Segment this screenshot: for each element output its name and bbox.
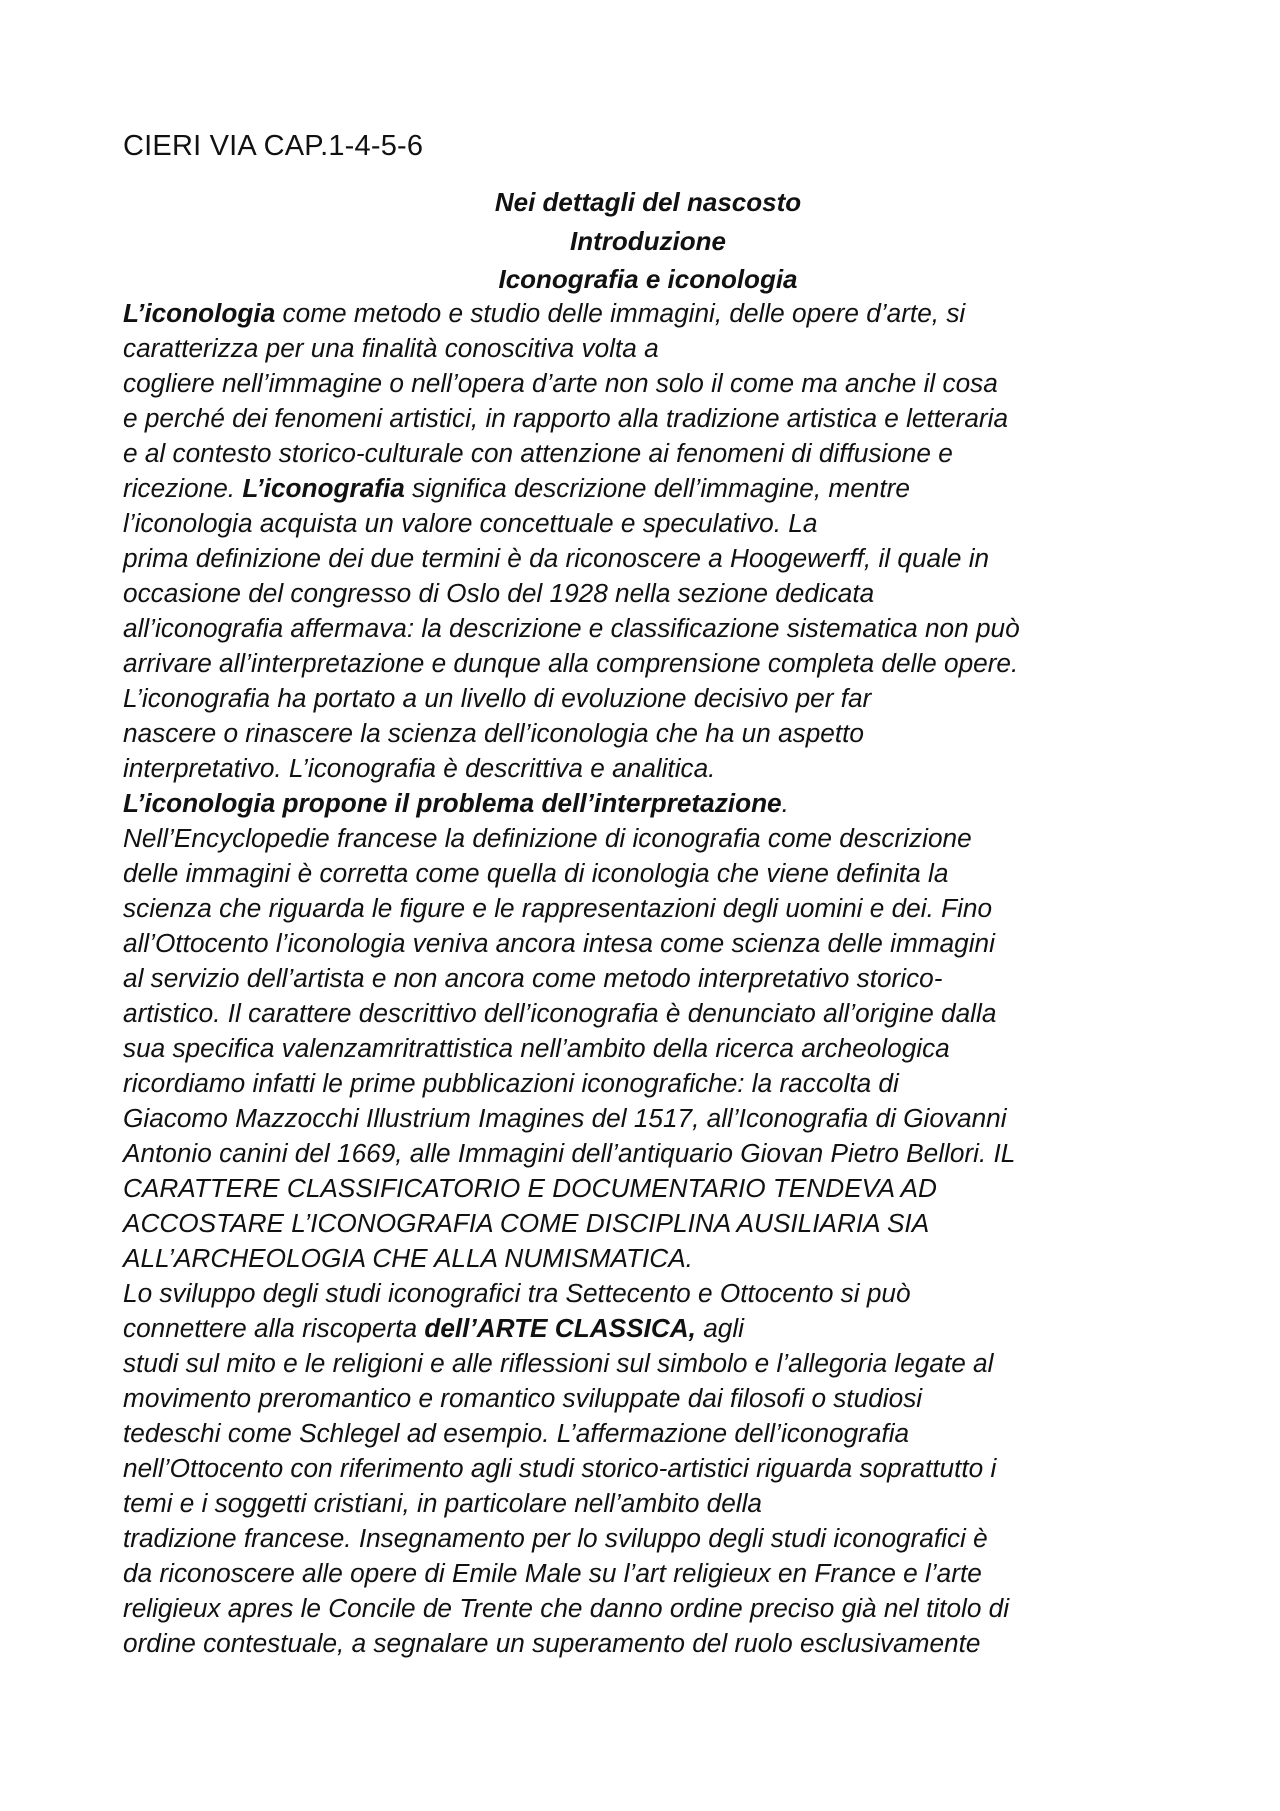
text-line — [123, 1556, 1173, 1591]
text-segment: interpretativo. L’iconografia è descrittiva e analitica. — [123, 753, 716, 783]
text-segment: ALL’ARCHEOLOGIA CHE ALLA NUMISMATICA. — [123, 1243, 693, 1273]
text-segment: connettere alla riscoperta — [123, 1313, 425, 1343]
bold-term: dell’ARTE CLASSICA, — [424, 1313, 696, 1343]
text-segment: ACCOSTARE L’ICONOGRAFIA COME DISCIPLINA AUSILIARIA SIA — [123, 1208, 930, 1238]
text-segment: agli — [695, 1313, 744, 1343]
text-line — [123, 1416, 1173, 1451]
text-segment: nell’Ottocento con riferimento agli studi storico-artistici riguarda soprattutto i — [123, 1453, 997, 1483]
text-segment: Antonio canini del 1669, alle Immagini dell’antiquario Giovan Pietro Bellori. IL — [123, 1138, 1016, 1168]
text-segment: cogliere nell’immagine o nell’opera d’arte non solo il come ma anche il cosa — [123, 368, 998, 398]
text-segment: Lo sviluppo degli studi iconografici tra Settecento e Ottocento si può — [123, 1278, 911, 1308]
text-segment: occasione del congresso di Oslo del 1928 nella sezione dedicata — [123, 578, 875, 608]
text-line — [123, 961, 1173, 996]
text-segment: tradizione francese. Insegnamento per lo sviluppo degli studi iconografici è — [123, 1523, 988, 1553]
text-line — [123, 366, 1173, 401]
text-segment: L’iconografia ha portato a un livello di evoluzione decisivo per far — [123, 683, 872, 713]
text-segment: CARATTERE CLASSIFICATORIO E DOCUMENTARIO TENDEVA AD — [123, 1173, 937, 1203]
heading-section: Iconografia e iconologia — [498, 264, 798, 294]
bold-term: L’iconografia — [242, 473, 405, 503]
text-line — [123, 926, 1173, 961]
text-segment: sua specifica valenzamritrattistica nell’ambito della ricerca archeologica — [123, 1033, 950, 1063]
text-line — [123, 576, 1173, 611]
text-line — [123, 821, 1173, 856]
text-line — [123, 786, 1173, 821]
text-line — [123, 1381, 1173, 1416]
text-segment: religieux apres le Concile de Trente che danno ordine preciso già nel titolo di — [123, 1593, 1010, 1623]
text-line — [123, 996, 1173, 1031]
text-line — [123, 856, 1173, 891]
text-line — [123, 1241, 1173, 1276]
text-segment: al servizio dell’artista e non ancora come metodo interpretativo storico- — [123, 963, 943, 993]
text-line — [123, 646, 1173, 681]
text-segment: all’iconografia affermava: la descrizione e classificazione sistematica non può — [123, 613, 1020, 643]
text-segment: prima definizione dei due termini è da riconoscere a Hoogewerff, il quale in — [123, 543, 990, 573]
text-line — [123, 401, 1173, 436]
text-segment: tedeschi come Schlegel ad esempio. L’affermazione dell’iconografia — [123, 1418, 910, 1448]
text-line — [123, 1136, 1173, 1171]
text-line — [123, 1206, 1173, 1241]
text-segment: caratterizza per una finalità conoscitiva volta a — [123, 333, 659, 363]
text-segment: come metodo e studio delle immagini, delle opere d’arte, si — [275, 298, 966, 328]
bold-term: L’iconologia propone il problema dell’interpretazione — [123, 788, 782, 818]
text-segment: . — [781, 788, 789, 818]
text-segment: Giacomo Mazzocchi Illustrium Imagines del 1517, all’Iconografia di Giovanni — [123, 1103, 1007, 1133]
text-line — [123, 1101, 1173, 1136]
text-segment: significa descrizione dell’immagine, mentre — [404, 473, 910, 503]
text-line — [123, 541, 1173, 576]
body-text — [123, 296, 1173, 1661]
heading-introduction: Introduzione — [570, 226, 726, 256]
text-line — [123, 1486, 1173, 1521]
bold-term: L’iconologia — [123, 298, 276, 328]
text-segment: ordine contestuale, a segnalare un superamento del ruolo esclusivamente — [123, 1628, 981, 1658]
text-line — [123, 716, 1173, 751]
text-segment: da riconoscere alle opere di Emile Male su l’art religieux en France e l’arte — [123, 1558, 982, 1588]
text-line — [123, 296, 1173, 331]
text-segment: artistico. Il carattere descrittivo dell’iconografia è denunciato all’origine dalla — [123, 998, 997, 1028]
text-line — [123, 1031, 1173, 1066]
text-line — [123, 1066, 1173, 1101]
text-line — [123, 1626, 1173, 1661]
text-segment: Nell’Encyclopedie francese la definizione di iconografia come descrizione — [123, 823, 972, 853]
text-segment: movimento preromantico e romantico sviluppate dai filosofi o studiosi — [123, 1383, 923, 1413]
text-line — [123, 891, 1173, 926]
text-segment: e perché dei fenomeni artistici, in rapporto alla tradizione artistica e letteraria — [123, 403, 1009, 433]
text-segment: all’Ottocento l’iconologia veniva ancora intesa come scienza delle immagini — [123, 928, 995, 958]
text-line — [123, 1311, 1173, 1346]
text-line — [123, 1276, 1173, 1311]
document-title: CIERI VIA CAP.1-4-5-6 — [123, 130, 424, 162]
text-segment: arrivare all’interpretazione e dunque alla comprensione completa delle opere. — [123, 648, 1019, 678]
text-segment: temi e i soggetti cristiani, in particolare nell’ambito della — [123, 1488, 762, 1518]
text-line — [123, 611, 1173, 646]
text-line — [123, 506, 1173, 541]
text-line — [123, 681, 1173, 716]
text-segment: nascere o rinascere la scienza dell’iconologia che ha un aspetto — [123, 718, 864, 748]
text-line — [123, 1171, 1173, 1206]
text-line — [123, 436, 1173, 471]
text-segment: ricordiamo infatti le prime pubblicazioni iconografiche: la raccolta di — [123, 1068, 899, 1098]
text-segment: l’iconologia acquista un valore concettuale e speculativo. La — [123, 508, 818, 538]
text-segment: studi sul mito e le religioni e alle riflessioni sul simbolo e l’allegoria legate al — [123, 1348, 994, 1378]
text-line — [123, 751, 1173, 786]
text-segment: delle immagini è corretta come quella di iconologia che viene definita la — [123, 858, 949, 888]
text-segment: ricezione. — [123, 473, 243, 503]
text-line — [123, 1451, 1173, 1486]
text-line — [123, 1346, 1173, 1381]
text-segment: e al contesto storico-culturale con attenzione ai fenomeni di diffusione e — [123, 438, 953, 468]
text-line — [123, 1521, 1173, 1556]
text-line — [123, 1591, 1173, 1626]
text-line — [123, 471, 1173, 506]
heading-subtitle: Nei dettagli del nascosto — [494, 187, 802, 217]
text-line — [123, 331, 1173, 366]
text-segment: scienza che riguarda le figure e le rappresentazioni degli uomini e dei. Fino — [123, 893, 993, 923]
